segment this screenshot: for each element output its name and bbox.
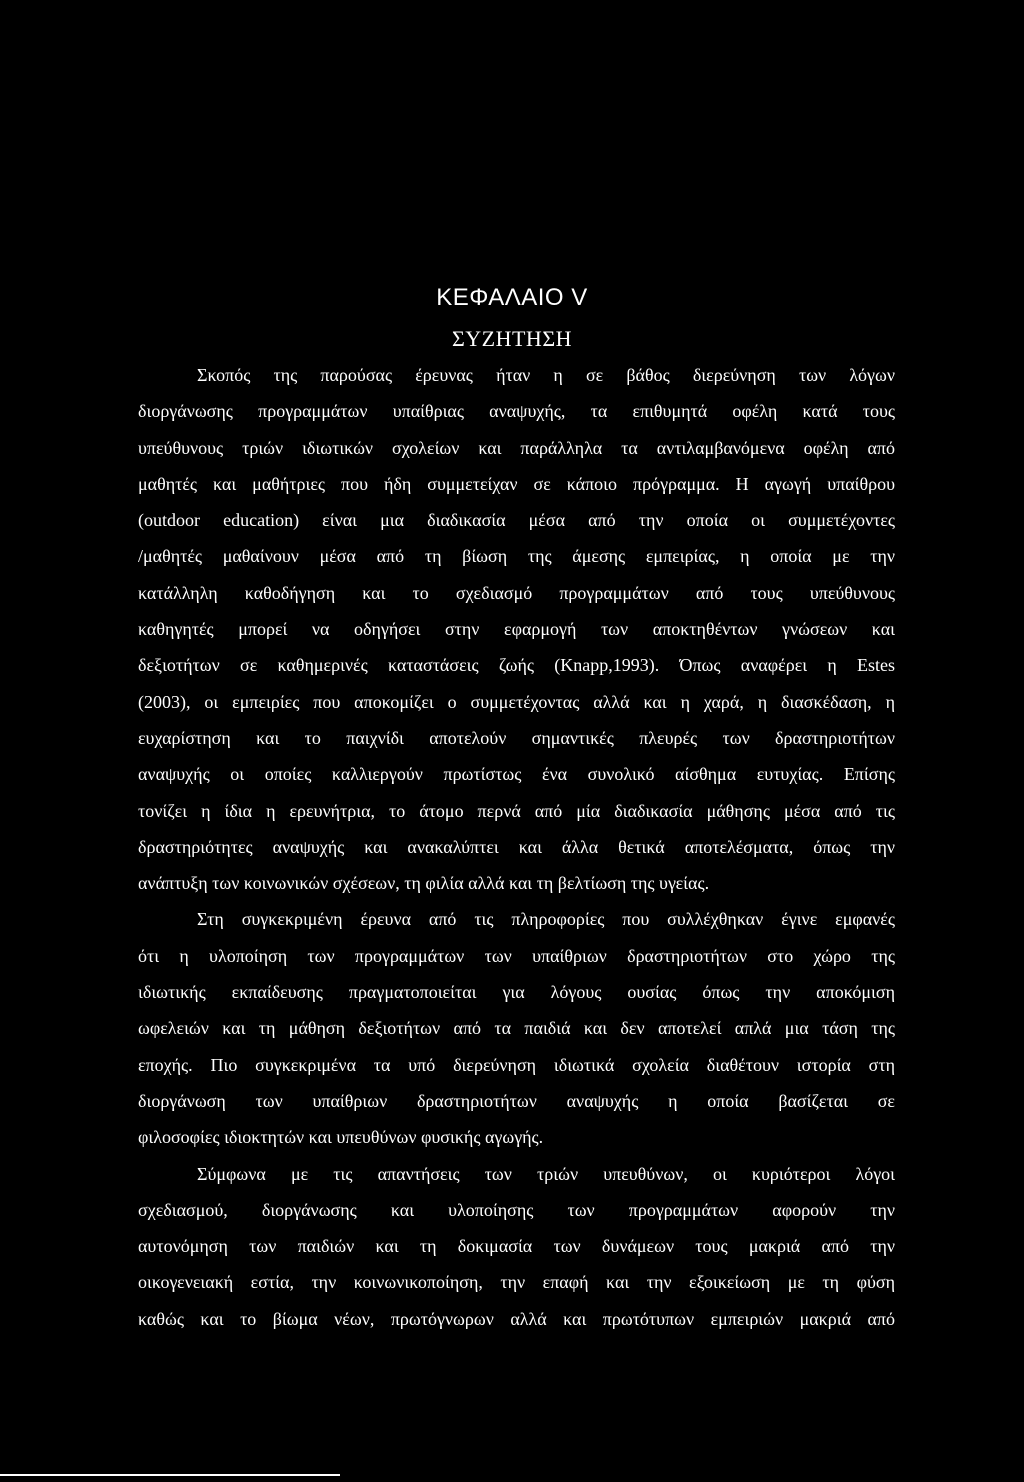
text-line: δεξιοτήτων σε καθημερινές καταστάσεις ζωής (Knapp,1993). Όπως αναφέρει η Estes (138, 655, 895, 676)
body-text (138, 357, 895, 1337)
text-line: ανάπτυξη των κοινωνικών σχέσεων, τη φιλία αλλά και τη βελτίωση της υγείας. (138, 873, 710, 894)
text-line: μαθητές και μαθήτριες που ήδη συμμετείχαν σε κάποιο πρόγραμμα. Η αγωγή υπαίθρου (138, 473, 895, 494)
footnote-separator-line (0, 1474, 340, 1476)
text-line: Σκοπός της παρούσας έρευνας ήταν η σε βάθος διερεύνηση των λόγων (197, 365, 895, 385)
text-line: καθηγητές μπορεί να οδηγήσει στην εφαρμογή των αποκτηθέντων γνώσεων και (138, 619, 895, 640)
text-line: καθώς και το βίωμα νέων, πρωτόγνωρων αλλά και πρωτότυπων εμπειριών μακριά από (138, 1308, 895, 1329)
text-line: ευχαρίστηση και το παιχνίδι αποτελούν σημαντικές πλευρές των δραστηριοτήτων (138, 727, 895, 748)
text-line: αναψυχής οι οποίες καλλιεργούν πρωτίστως ένα συνολικό αίσθημα ευτυχίας. Επίσης (138, 764, 895, 785)
text-line: σχεδιασμού, διοργάνωσης και υλοποίησης των προγραμμάτων αφορούν την (138, 1199, 895, 1220)
text-line: κατάλληλη καθοδήγηση και το σχεδιασμό προγραμμάτων από τους υπεύθυνους (138, 582, 895, 603)
text-line: ωφελειών και τη μάθηση δεξιοτήτων από τα παιδιά και δεν αποτελεί απλά μια τάση της (138, 1018, 895, 1039)
text-line: οικογενειακή εστία, την κοινωνικοποίηση, την επαφή και την εξοικείωση με τη φύση (138, 1272, 895, 1293)
text-line: ότι η υλοποίηση των προγραμμάτων των υπαίθριων δραστηριοτήτων στο χώρο της (138, 945, 895, 966)
text-line: /μαθητές μαθαίνουν μέσα από τη βίωση της άμεσης εμπειρίας, η οποία με την (138, 546, 895, 567)
text-line: (2003), οι εμπειρίες που αποκομίζει ο συμμετέχοντας αλλά και η χαρά, η διασκέδαση, η (138, 691, 895, 712)
text-line: ιδιωτικής εκπαίδευσης πραγματοποιείται για λόγους ουσίας όπως την αποκόμιση (138, 982, 895, 1003)
text-line: δραστηριότητες αναψυχής και ανακαλύπτει και άλλα θετικά αποτελέσματα, όπως την (138, 836, 895, 857)
text-line: φιλοσοφίες ιδιοκτητών και υπευθύνων φυσικής αγωγής. (138, 1127, 544, 1148)
text-line: (outdoor education) είναι μια διαδικασία μέσα από την οποία οι συμμετέχοντες (138, 510, 895, 531)
text-line: εποχής. Πιο συγκεκριμένα τα υπό διερεύνηση ιδιωτικά σχολεία διαθέτουν ιστορία στη (138, 1054, 895, 1075)
text-line: διοργάνωση των υπαίθριων δραστηριοτήτων αναψυχής η οποία βασίζεται σε (138, 1090, 895, 1111)
text-line: τονίζει η ίδια η ερευνήτρια, το άτομο περνά από μία διαδικασία μάθησης μέσα από τις (138, 800, 895, 821)
section-title: ΣΥΖΗΤΗΣΗ (451, 326, 573, 351)
text-line: Στη συγκεκριμένη έρευνα από τις πληροφορίες που συλλέχθηκαν έγινε εμφανές (197, 909, 895, 930)
text-line: υπεύθυνους τριών ιδιωτικών σχολείων και παράλληλα τα αντιλαμβανόμενα οφέλη από (138, 437, 895, 458)
text-line: Σύμφωνα με τις απαντήσεις των τριών υπευθύνων, οι κυριότεροι λόγοι (197, 1163, 895, 1184)
chapter-title: ΚΕΦΑΛΑΙΟ V (436, 284, 588, 311)
text-line: διοργάνωσης προγραμμάτων υπαίθριας αναψυχής, τα επιθυμητά οφέλη κατά τους (138, 401, 895, 422)
text-line: αυτονόμηση των παιδιών και τη δοκιμασία των δυνάμεων τους μακριά από την (138, 1236, 895, 1257)
